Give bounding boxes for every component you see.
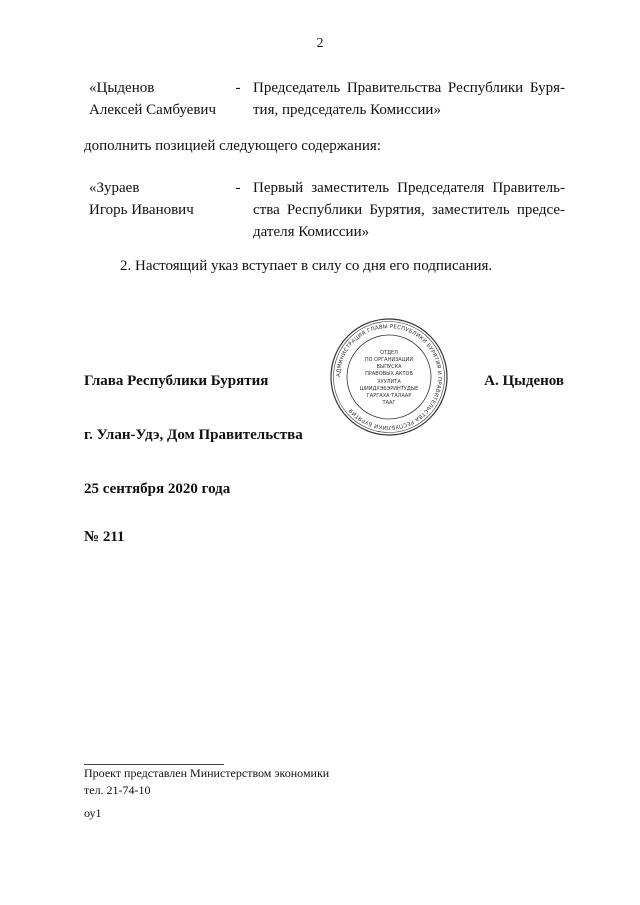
entry-2-dash: - [235, 180, 241, 196]
official-seal [329, 317, 449, 437]
supplement-text: дополнить позицией следующего содержания: [84, 138, 381, 154]
entry-1-name-line-1: «Цыденов [89, 80, 155, 96]
seal-line-2: ПО ОРГАНИЗАЦИИ [364, 357, 414, 363]
signature-position: Глава Республики Бурятия [84, 373, 269, 389]
entry-2-name-line-1: «Зураев [89, 180, 140, 196]
seal-line-5: ХУУЛИТА [377, 379, 401, 385]
seal-line-1: ОТДЕЛ [380, 350, 398, 356]
page-number: 2 [316, 36, 324, 51]
seal-line-6: ШИИДХЭБЭРИНТУДЫЕ [359, 386, 419, 392]
entry-1-desc-line-2: тия, председатель Комиссии» [253, 102, 441, 118]
seal-line-4: ПРАВОВЫХ АКТОВ [365, 371, 413, 377]
entry-2-desc-line-1: Первый заместитель Председателя Правитель- [253, 180, 565, 196]
footer-phone-line: тел. 21-74-10 [84, 783, 151, 797]
entry-1-name [89, 77, 229, 121]
entry-1-dash: - [235, 80, 241, 96]
footer-code: оу1 [84, 806, 102, 820]
seal-ring-text: АДМИНИСТРАЦИЯ ГЛАВЫ РЕСПУБЛИКИ БУРЯТИЯ И ПРАВИТЕЛЬСТВА РЕСПУБЛИКИ БУРЯТИЯ [335, 323, 443, 431]
clause-2: 2. Настоящий указ вступает в силу со дня его подписания. [120, 258, 493, 274]
footer-project-line: Проект представлен Министерством экономики [84, 766, 330, 780]
entry-2-desc-line-3: дателя Комиссии» [253, 224, 370, 240]
seal-line-3: ВЫПУСКА [376, 364, 402, 370]
signing-date: 25 сентября 2020 года [84, 481, 231, 497]
entry-2-desc-line-2: ства Республики Бурятия, заместитель предсе- [253, 202, 565, 218]
entry-1-name-line-2: Алексей Самбуевич [89, 102, 216, 118]
footer-divider [84, 764, 224, 765]
entry-1-description [253, 77, 565, 121]
entry-2-name [89, 177, 229, 221]
decree-number: № 211 [84, 529, 125, 545]
signature-signer: А. Цыденов [484, 373, 564, 389]
place-of-signing: г. Улан-Удэ, Дом Правительства [84, 427, 303, 443]
entry-2-description [253, 177, 565, 243]
entry-1-desc-line-1: Председатель Правительства Республики Буря- [253, 80, 565, 96]
seal-line-7: ГАРГАХА ТАЛААР [366, 393, 412, 399]
seal-line-8: ТААГ [382, 400, 396, 406]
entry-2-name-line-2: Игорь Иванович [89, 202, 194, 218]
